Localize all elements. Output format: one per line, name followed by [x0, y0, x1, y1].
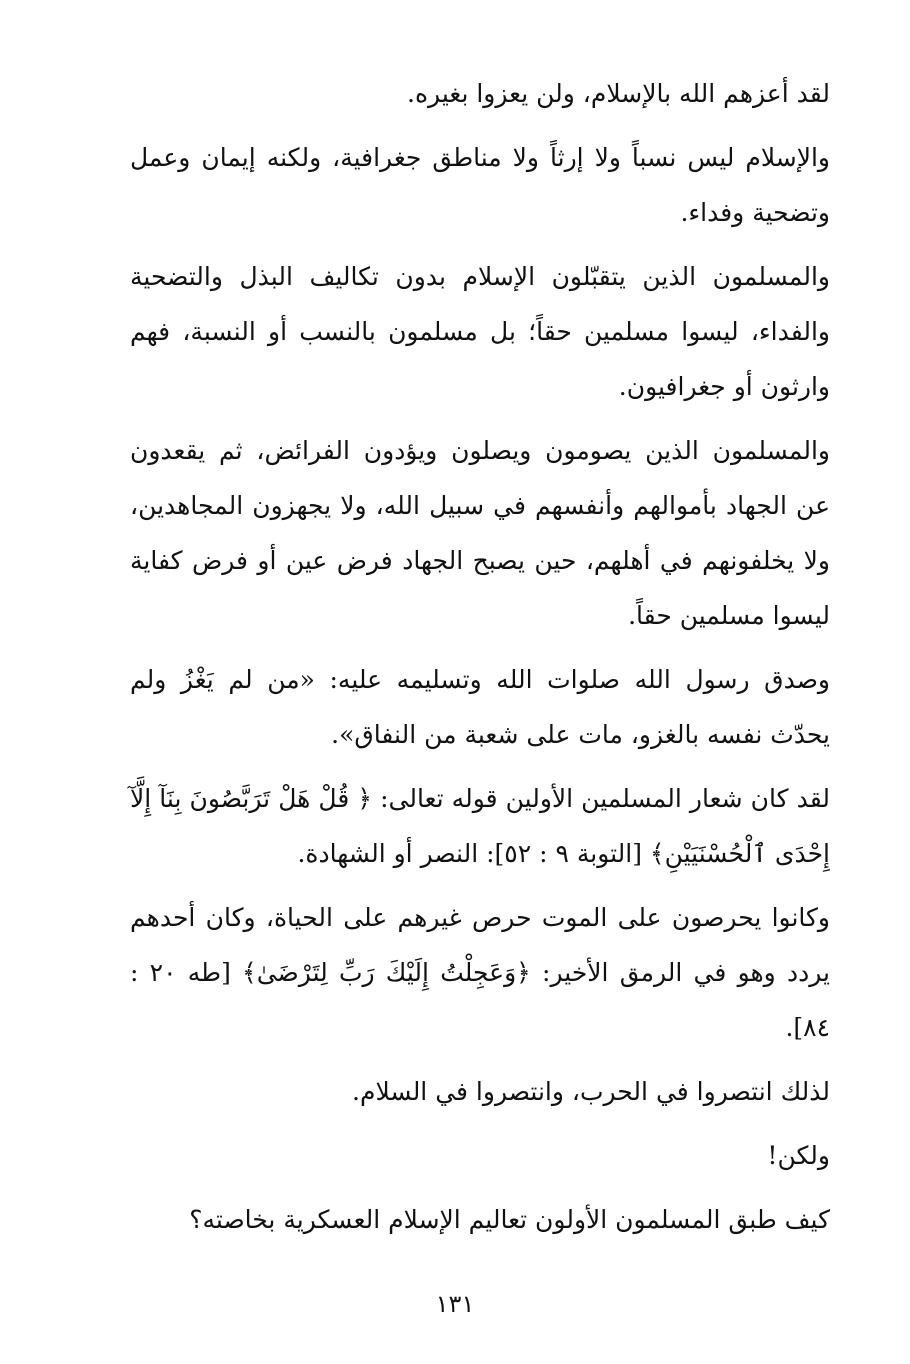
- paragraph: لقد كان شعار المسلمين الأولين قوله تعالى: ﴿ قُلْ هَلْ تَرَبَّصُونَ بِنَآ إِلَّآ إِحْدَى ٱلْحُسْنَيَيْنِ﴾ [التوبة ٩ : ٥٢]: النصر أو الشهادة.: [130, 784, 830, 868]
- paragraph: وصدق رسول الله صلوات الله وتسليمه عليه: «من لم يَغْزُ ولم يحدّث نفسه بالغزو، مات على شعبة من النفاق».: [130, 665, 830, 749]
- paragraph: وكانوا يحرصون على الموت حرص غيرهم على الحياة، وكان أحدهم يردد وهو في الرمق الأخير: ﴿وَعَجِلْتُ إِلَيْكَ رَبِّ لِتَرْضَىٰ﴾ [طه ٢٠ : ٨٤].: [130, 903, 830, 1042]
- paragraph: والإسلام ليس نسباً ولا إرثاً ولا مناطق جغرافية، ولكنه إيمان وعمل وتضحية وفداء.: [130, 143, 830, 227]
- paragraph: ولكن!: [767, 1141, 830, 1170]
- paragraph: لذلك انتصروا في الحرب، وانتصروا في السلام.: [352, 1077, 830, 1106]
- page-number: ١٣١: [435, 1290, 475, 1318]
- paragraph: والمسلمون الذين يصومون ويصلون ويؤدون الفرائض، ثم يقعدون عن الجهاد بأموالهم وأنفسهم في سبيل الله، ولا يجهزون المجاهدين، ولا يخلفونهم في أهلهم، حين يصبح الجهاد فرض عين أو فرض كفاية ليسوا مسلمين حقاً.: [130, 436, 830, 630]
- paragraph: كيف طبق المسلمون الأولون تعاليم الإسلام العسكرية بخاصته؟: [189, 1205, 830, 1234]
- page-body: [130, 66, 830, 1256]
- paragraph: والمسلمون الذين يتقبّلون الإسلام بدون تكاليف البذل والتضحية والفداء، ليسوا مسلمين حقاً؛ بل مسلمون بالنسب أو النسبة، فهم وارثون أو جغرافيون.: [130, 262, 830, 401]
- paragraph: لقد أعزهم الله بالإسلام، ولن يعزوا بغيره.: [407, 79, 830, 108]
